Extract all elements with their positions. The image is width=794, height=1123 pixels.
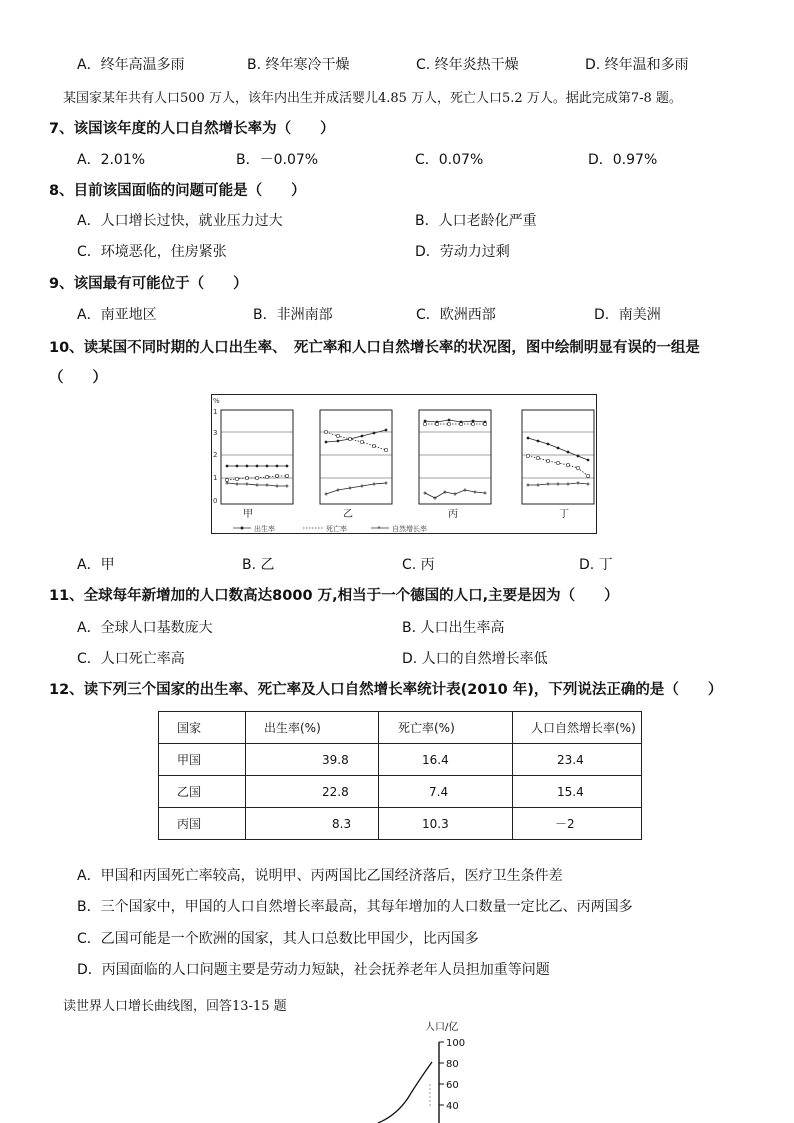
data-point-yi-death-1	[337, 435, 340, 438]
legend-birth-marker	[241, 527, 244, 530]
q7-option-b: B．－0.07%	[236, 152, 319, 168]
panel-label-bing: 丙	[448, 509, 458, 520]
data-point-bing-death-5	[484, 423, 487, 426]
header-growth-rate: 人口自然增长率(%)	[513, 712, 642, 744]
q6-option-d: D. 终年温和多雨	[585, 57, 689, 73]
table-cell: 丙国	[159, 808, 246, 840]
data-point-yi-death-2	[349, 438, 352, 441]
q12-option-d: D．丙国面临的人口问题主要是劳动力短缺，社会抚养老年人员担加重等问题	[77, 962, 550, 978]
q8-option-d: D．劳动力过剩	[415, 244, 510, 260]
data-point-jia-birth-0	[226, 465, 229, 468]
figure-legend	[233, 524, 427, 533]
data-point-yi-death-0	[325, 431, 328, 434]
table-row	[159, 776, 642, 808]
data-point-yi-death-3	[361, 441, 364, 444]
world-chart-ytick-40: 40	[446, 1101, 459, 1112]
data-point-jia-birth-5	[276, 465, 279, 468]
data-point-ding-death-6	[587, 475, 590, 478]
q7-option-c: C．0.07%	[415, 152, 484, 168]
data-point-jia-birth-1	[236, 465, 239, 468]
figure-ytick-2: 2	[213, 451, 218, 459]
data-point-bing-birth-2	[448, 419, 451, 422]
data-point-bing-death-0	[424, 423, 427, 426]
figure-ytick-4: 0	[213, 497, 218, 505]
q6-option-b: B. 终年寒冷干燥	[247, 57, 350, 73]
data-point-ding-birth-1	[537, 440, 540, 443]
q10-stem: 10、读某国不同时期的人口出生率、 死亡率和人口自然增长率的状况图，图中绘制明显有误的一组是	[49, 340, 700, 356]
q9-option-b: B．非洲南部	[253, 307, 333, 323]
world-chart-ylabel: 人口/亿	[425, 1022, 459, 1033]
q11-option-c: C．人口死亡率高	[77, 651, 185, 667]
data-point-ding-birth-4	[567, 451, 570, 454]
q12-option-b: B．三个国家中，甲国的人口自然增长率最高，其每年增加的人口数量一定比乙、丙两国多	[77, 899, 633, 915]
table-header-row	[159, 712, 642, 744]
q8-option-b: B．人口老龄化严重	[415, 213, 537, 229]
table-cell: 甲国	[159, 744, 246, 776]
data-point-jia-death-4	[266, 476, 269, 479]
q10-paren: （ ）	[49, 370, 107, 386]
q12-stats-table	[158, 711, 642, 840]
data-point-bing-birth-4	[472, 420, 475, 423]
world-chart-ytick-60: 60	[446, 1080, 459, 1091]
data-point-jia-death-1	[236, 478, 239, 481]
figure-frame	[212, 395, 597, 534]
q8-stem: 8、目前该国面临的问题可能是（ ）	[49, 183, 306, 199]
table-cell: 22.8	[246, 776, 379, 808]
data-point-jia-death-6	[286, 475, 289, 478]
q11-option-d: D. 人口的自然增长率低	[402, 651, 548, 667]
table-cell: 15.4	[513, 776, 642, 808]
table-cell: 乙国	[159, 776, 246, 808]
header-death-rate: 死亡率(%)	[379, 712, 513, 744]
data-point-ding-death-5	[577, 467, 580, 470]
q10-birth-death-growth-figure	[211, 394, 597, 534]
q10-option-d: D. 丁	[579, 557, 613, 573]
header-birth-rate: 出生率(%)	[246, 712, 379, 744]
data-point-ding-death-1	[537, 457, 540, 460]
table-row	[159, 744, 642, 776]
table-cell: 10.3	[379, 808, 513, 840]
data-point-ding-birth-0	[527, 437, 530, 440]
q9-option-a: A．南亚地区	[77, 307, 157, 323]
data-point-yi-birth-4	[373, 432, 376, 435]
q9-stem: 9、该国最有可能位于（ ）	[49, 276, 248, 292]
world-population-curve	[378, 1062, 432, 1123]
data-point-ding-birth-2	[547, 443, 550, 446]
q7-option-d: D．0.97%	[588, 152, 658, 168]
legend-growth-label: 自然增长率	[392, 525, 427, 533]
data-point-bing-death-2	[448, 423, 451, 426]
panel-label-jia: 甲	[243, 509, 253, 520]
q11-option-b: B. 人口出生率高	[402, 620, 505, 636]
q12-stem: 12、读下列三个国家的出生率、死亡率及人口自然增长率统计表(2010 年)，下列说法正确的是（ ）	[49, 682, 723, 698]
table-row	[159, 808, 642, 840]
table-cell: 23.4	[513, 744, 642, 776]
q12-option-c: C．乙国可能是一个欧洲的国家，其人口总数比甲国少，比丙国多	[77, 931, 479, 947]
figure-ytick-1: 3	[213, 429, 218, 437]
data-point-jia-death-3	[256, 477, 259, 480]
intro-13-15: 读世界人口增长曲线图，回答13-15 题	[63, 999, 287, 1014]
data-point-jia-death-5	[276, 475, 279, 478]
world-chart-ytick-100: 100	[446, 1038, 466, 1049]
q7-option-a: A．2.01%	[77, 152, 146, 168]
legend-birth-label: 出生率	[254, 525, 275, 533]
data-point-yi-birth-5	[385, 429, 388, 432]
data-point-jia-birth-4	[266, 465, 269, 468]
panel-label-ding: 丁	[559, 509, 569, 520]
data-point-ding-birth-5	[577, 455, 580, 458]
data-point-ding-birth-6	[587, 459, 590, 462]
data-point-ding-birth-3	[557, 447, 560, 450]
figure-ytick-0: 1	[213, 408, 218, 416]
legend-growth-marker: *	[377, 525, 381, 533]
data-point-bing-death-4	[472, 423, 475, 426]
q9-option-c: C．欧洲西部	[416, 307, 496, 323]
q10-option-a: A．甲	[77, 557, 115, 573]
q9-option-d: D．南美洲	[594, 307, 661, 323]
q8-option-c: C．环境恶化，住房紧张	[77, 244, 227, 260]
q10-option-c: C. 丙	[402, 557, 435, 573]
q12-option-a: A．甲国和丙国死亡率较高，说明甲、丙两国比乙国经济落后，医疗卫生条件差	[77, 868, 563, 884]
figure-ytick-3: 1	[213, 474, 218, 482]
data-point-ding-death-3	[557, 462, 560, 465]
data-point-jia-death-0	[226, 479, 229, 482]
data-point-yi-death-4	[373, 445, 376, 448]
data-point-ding-death-2	[547, 460, 550, 463]
q11-option-a: A．全球人口基数庞大	[77, 620, 213, 636]
legend-death-label: 死亡率	[326, 525, 347, 533]
table-cell: 8.3	[246, 808, 379, 840]
panel-label-yi: 乙	[343, 509, 353, 520]
q6-option-a: A．终年高温多雨	[77, 57, 185, 73]
q7-stem: 7、该国该年度的人口自然增长率为（ ）	[49, 121, 335, 137]
q8-option-a: A．人口增长过快，就业压力过大	[77, 213, 283, 229]
table-cell: 7.4	[379, 776, 513, 808]
data-point-jia-birth-2	[246, 465, 249, 468]
header-country: 国家	[159, 712, 246, 744]
data-point-yi-birth-0	[325, 441, 328, 444]
q6-option-c: C. 终年炎热干燥	[416, 57, 519, 73]
data-point-yi-birth-3	[361, 435, 364, 438]
data-point-yi-death-5	[385, 449, 388, 452]
data-point-bing-death-1	[436, 423, 439, 426]
data-point-jia-death-2	[246, 477, 249, 480]
q10-option-b: B. 乙	[242, 557, 275, 573]
world-population-curve-figure	[350, 1018, 480, 1123]
data-point-jia-birth-3	[256, 465, 259, 468]
table-cell: 16.4	[379, 744, 513, 776]
data-point-jia-birth-6	[286, 465, 289, 468]
data-point-bing-death-3	[460, 423, 463, 426]
data-point-ding-death-4	[567, 464, 570, 467]
data-point-yi-birth-1	[337, 440, 340, 443]
table-cell: 39.8	[246, 744, 379, 776]
data-point-bing-birth-0	[424, 420, 427, 423]
world-chart-ytick-80: 80	[446, 1059, 459, 1070]
table-cell: －2	[513, 808, 642, 840]
data-point-ding-death-0	[527, 455, 530, 458]
figure-unit: %	[213, 397, 220, 405]
intro-7-8: 某国家某年共有人口500 万人，该年内出生并成活婴儿4.85 万人，死亡人口5.2 万人。据此完成第7-8 题。	[63, 91, 682, 106]
q11-stem: 11、全球每年新增加的人口数高达8000 万,相当于一个德国的人口,主要是因为（ ）	[49, 588, 619, 604]
